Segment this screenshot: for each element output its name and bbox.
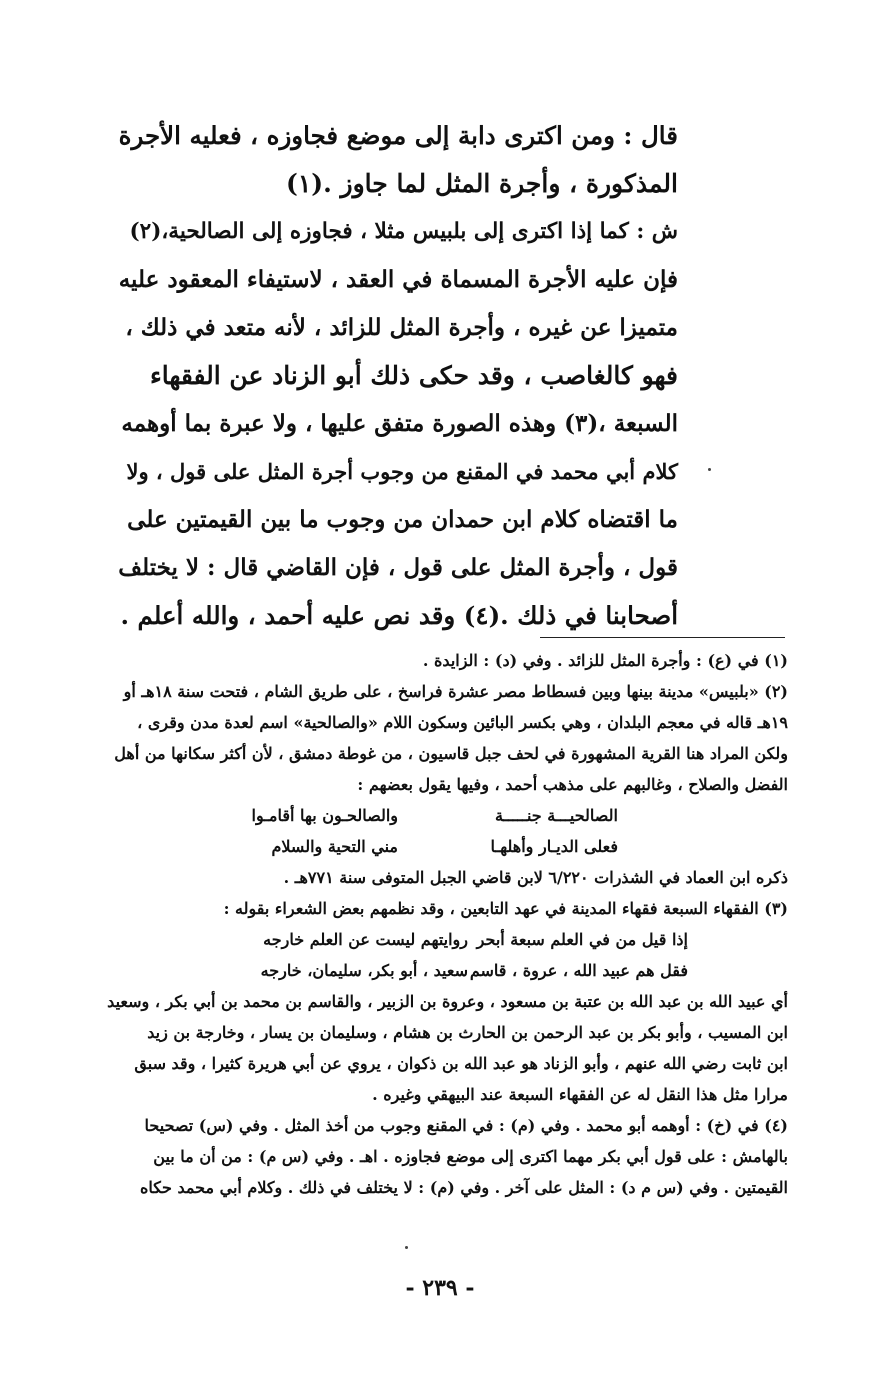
main-line: فهو كالغاصب ، وقد حكى ذلك أبو الزناد عن الفقهاء bbox=[149, 361, 678, 390]
main-line: أصحابنا في ذلك .(٤) وقد نص عليه أحمد ، والله أعلم . bbox=[120, 601, 678, 630]
poem-hemistich: الصالحيـــة جنـــــة bbox=[494, 806, 618, 825]
footnote-line: (٢) «بلبيس» مدينة بينها وبين فسطاط مصر عشرة فراسخ ، على طريق الشام ، فتحت سنة ١٨هـ أو bbox=[123, 682, 788, 701]
poem-verse-row bbox=[98, 955, 788, 986]
footnote-line: أي عبيد الله بن عبد الله بن عتبة بن مسعود ، وعروة بن الزبير ، والقاسم بن محمد بن أبي بكر ، وسعيد bbox=[107, 992, 788, 1011]
footnote-line: القيمتين . وفي (س م د) : المثل على آخر . وفي (م) : لا يختلف في ذلك . وكلام أبي محمد حكاه bbox=[139, 1178, 788, 1197]
poem-verse-row bbox=[98, 924, 788, 955]
footnote-line: الفضل والصلاح ، وغالبهم على مذهب أحمد ، وفيها يقول بعضهم : bbox=[357, 775, 788, 794]
poem-hemistich: مني التحية والسلام bbox=[271, 837, 398, 856]
poem-hemistich: فقل هم عبيد الله ، عروة ، قاسم bbox=[469, 961, 688, 980]
page-speck bbox=[405, 1246, 408, 1249]
main-line: فإن عليه الأجرة المسماة في العقد ، لاستيفاء المعقود عليه bbox=[118, 266, 678, 293]
poem-verse-row bbox=[98, 831, 788, 862]
main-line: المذكورة ، وأجرة المثل لما جاوز .(١) bbox=[286, 169, 678, 198]
footnote-line: (٤) في (خ) : أوهمه أبو محمد . وفي (م) : في المقنع وجوب من أخذ المثل . وفي (س) تصحيحا bbox=[144, 1116, 788, 1135]
footnote-line: ذكره ابن العماد في الشذرات ٦/٢٢٠ لابن قاضي الجبل المتوفى سنة ٧٧١هـ . bbox=[283, 868, 788, 887]
main-line: السبعة ،(٣) وهذه الصورة متفق عليها ، ولا عبرة بما أوهمه bbox=[121, 410, 678, 437]
footnote-line: مرارا مثل هذا النقل له عن الفقهاء السبعة عند البيهقي وغيره . bbox=[372, 1085, 788, 1104]
footnote-separator bbox=[540, 637, 785, 638]
footnotes bbox=[98, 645, 788, 1203]
poem-hemistich: والصالحـون بها أقامـوا bbox=[251, 806, 398, 825]
main-line: كلام أبي محمد في المقنع من وجوب أجرة المثل على قول ، ولا bbox=[126, 459, 678, 484]
page-number: - ٢٣٩ - bbox=[405, 1275, 475, 1301]
footnote-line: ابن ثابت رضي الله عنهم ، وأبو الزناد هو عبد الله بن ذكوان ، يروي عن أبي هريرة كثيرا ، وقد سبق bbox=[134, 1054, 788, 1073]
poem-hemistich: فعلى الديـار وأهلهـا bbox=[490, 837, 618, 856]
poem-verse-row bbox=[98, 800, 788, 831]
footnote-line: ولكن المراد هنا القرية المشهورة في لحف جبل قاسيون ، من غوطة دمشق ، لأن أكثر سكانها من أهل bbox=[114, 744, 788, 763]
main-line: ش : كما إذا اكترى إلى بلبيس مثلا ، فجاوزه إلى الصالحية،(٢) bbox=[129, 219, 678, 244]
poem-hemistich: روايتهم ليست عن العلم خارجه bbox=[263, 930, 468, 949]
main-line: ما اقتضاه كلام ابن حمدان من وجوب ما بين القيمتين على bbox=[127, 506, 678, 533]
footnote-line: ١٩هـ قاله في معجم البلدان ، وهي بكسر البائين وسكون اللام «والصالحية» اسم لعدة مدن وقرى ، bbox=[137, 713, 788, 732]
footnote-line: (١) في (ع) : وأجرة المثل للزائد . وفي (د) : الزايدة . bbox=[422, 651, 788, 670]
footnote-line: بالهامش : على قول أبي بكر مهما اكترى إلى موضع فجاوزه . اهـ . وفي (س م) : من أن ما بين bbox=[153, 1147, 788, 1166]
poem-hemistich: إذا قيل من في العلم سبعة أبحر bbox=[476, 930, 688, 949]
main-line: قول ، وأجرة المثل على قول ، فإن القاضي قال : لا يختلف bbox=[118, 554, 678, 581]
poem-hemistich: سعيد ، أبو بكر، سليمان، خارجه bbox=[260, 961, 468, 980]
footnote-line: (٣) الفقهاء السبعة فقهاء المدينة في عهد التابعين ، وقد نظمهم بعض الشعراء بقوله : bbox=[223, 899, 788, 918]
footnote-line: ابن المسيب ، وأبو بكر بن عبد الرحمن بن الحارث بن هشام ، وسليمان بن يسار ، وخارجة بن زيد bbox=[147, 1023, 788, 1042]
page-speck bbox=[708, 468, 711, 471]
main-text bbox=[118, 112, 678, 640]
main-line: قال : ومن اكترى دابة إلى موضع فجاوزه ، فعليه الأجرة bbox=[118, 121, 678, 150]
main-line: متميزا عن غيره ، وأجرة المثل للزائد ، لأنه متعد في ذلك ، bbox=[125, 314, 678, 341]
